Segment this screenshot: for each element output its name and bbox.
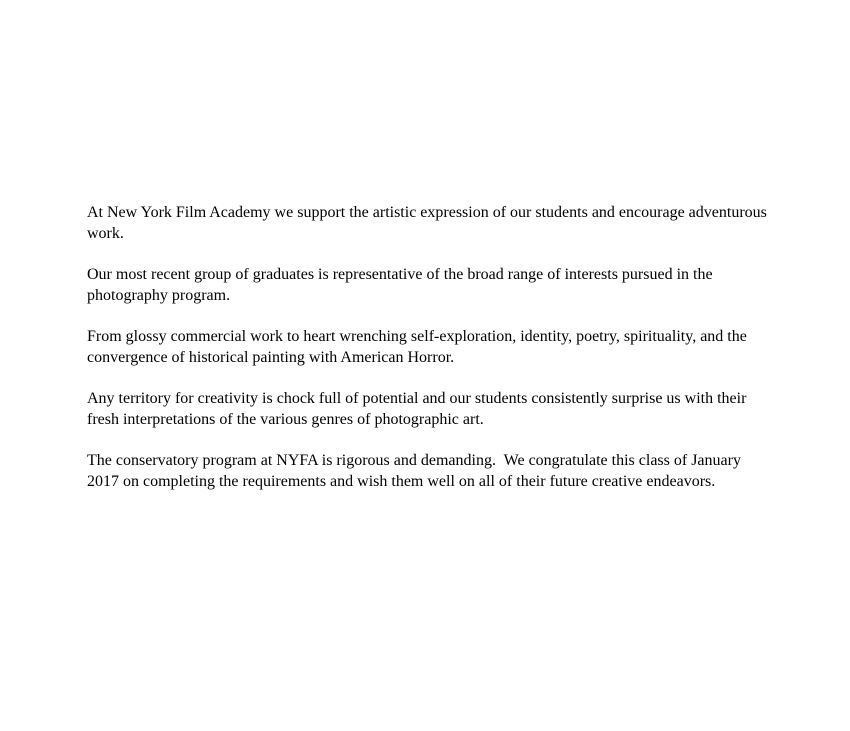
paragraph-conclusion: The conservatory program at NYFA is rigorous and demanding. We congratulate this class of January 2017 on completing the requirements and wish them well on all of their future creative endeavors. bbox=[87, 452, 745, 490]
paragraph-creativity: Any territory for creativity is chock full of potential and our students consistently surprise us with their fresh interpretations of the various genres of photographic art. bbox=[87, 390, 751, 428]
paragraph-graduates: Our most recent group of graduates is representative of the broad range of interests pursued in the photography program. bbox=[87, 266, 717, 304]
paragraph-range: From glossy commercial work to heart wrenching self-exploration, identity, poetry, spirituality, and the convergence of historical painting with American Horror. bbox=[87, 328, 751, 366]
statement-text-block bbox=[87, 202, 771, 512]
paragraph-intro: At New York Film Academy we support the artistic expression of our students and encourage adventurous work. bbox=[87, 204, 771, 242]
